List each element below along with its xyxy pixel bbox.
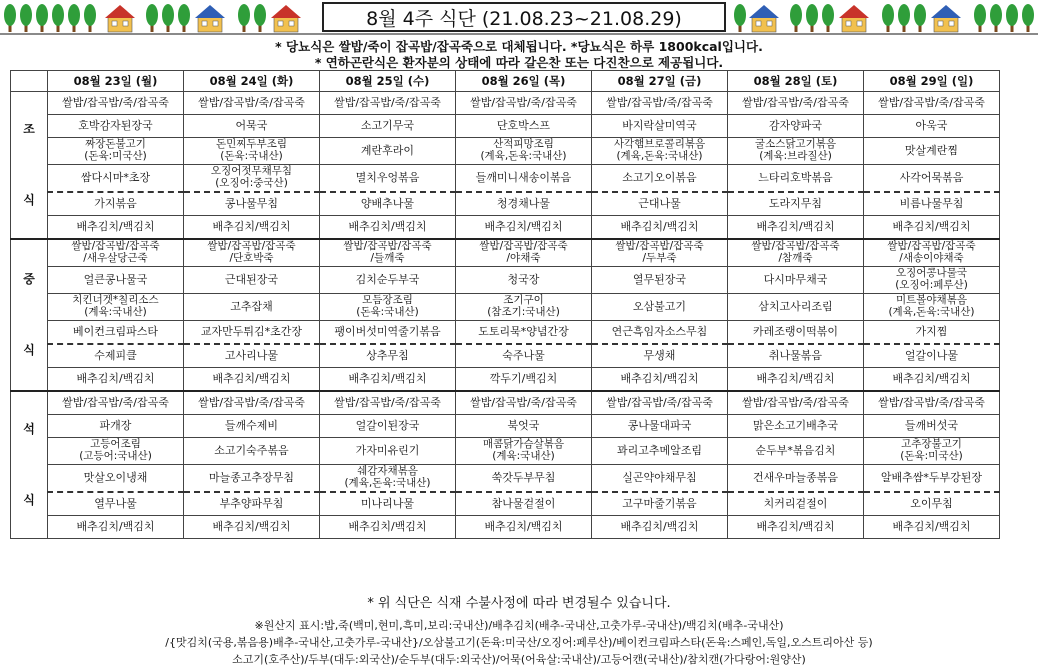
menu-cell: 계란후라이 (320, 138, 456, 165)
menu-cell: 고등어조림 (고등어:국내산) (48, 438, 184, 465)
tree-icon (68, 4, 80, 32)
tree-icon (1022, 4, 1034, 32)
menu-cell: 쌈다시마*초장 (48, 165, 184, 193)
menu-cell: 배추김치/백김치 (864, 516, 1000, 539)
menu-cell: 열무된장국 (592, 267, 728, 294)
menu-cell: 배추김치/백김치 (864, 216, 1000, 240)
menu-cell: 다시마무채국 (728, 267, 864, 294)
menu-cell: 배추김치/백김치 (728, 216, 864, 240)
menu-cell: 굴소스닭고기볶음 (계육:브라질산) (728, 138, 864, 165)
menu-cell: 쌀밥/잡곡밥/죽/잡곡죽 (456, 92, 592, 115)
menu-row (11, 344, 1000, 368)
menu-cell: 사각햄브로콜리볶음 (계육,돈육:국내산) (592, 138, 728, 165)
menu-cell: 깍두기/백김치 (456, 368, 592, 392)
house-icon (195, 5, 225, 32)
menu-cell: 오이무침 (864, 492, 1000, 516)
tree-icon (52, 4, 64, 32)
menu-cell: 북엇국 (456, 415, 592, 438)
house-icon (271, 5, 301, 32)
change-notice: * 위 식단은 식재 수불사정에 따라 변경될수 있습니다. (367, 596, 671, 611)
menu-cell: 치킨너겟*칠리소스 (계육:국내산) (48, 294, 184, 321)
menu-cell: 미트볼야채볶음 (계육,돈육:국내산) (864, 294, 1000, 321)
meal-label (11, 239, 48, 391)
menu-cell: 무생채 (592, 344, 728, 368)
menu-cell: 쌀밥/잡곡밥/죽/잡곡죽 (320, 92, 456, 115)
origin-line: 소고기(호주산)/두부(대두:외국산)/순두부(대두:외국산)/어묵(어육살:국내산)/고등어캔(국내산)/참치캔(가다랑어:원양산) (232, 653, 806, 666)
menu-cell: 열무나물 (48, 492, 184, 516)
menu-cell: 배추김치/백김치 (48, 216, 184, 240)
menu-cell: 쌀밥/잡곡밥/죽/잡곡죽 (184, 92, 320, 115)
menu-cell: 고추잡채 (184, 294, 320, 321)
tree-icon (146, 4, 158, 32)
menu-row (11, 294, 1000, 321)
tree-icon (734, 4, 746, 32)
menu-cell: 고추장불고기 (돈육:미국산) (864, 438, 1000, 465)
tree-icon (4, 4, 16, 32)
menu-cell: 도라지무침 (728, 192, 864, 216)
meal-label (11, 391, 48, 539)
menu-cell: 숙주나물 (456, 344, 592, 368)
menu-cell: 김치순두부국 (320, 267, 456, 294)
menu-cell: 건새우마늘종볶음 (728, 465, 864, 493)
menu-cell: 콩나물무침 (184, 192, 320, 216)
menu-cell: 쌀밥/잡곡밥/잡곡죽 /두부죽 (592, 239, 728, 267)
menu-cell: 사각어묵볶음 (864, 165, 1000, 193)
menu-row (11, 216, 1000, 240)
menu-cell: 배추김치/백김치 (592, 216, 728, 240)
menu-cell: 쑥갓두부무침 (456, 465, 592, 493)
day-header: 08월 29일 (일) (864, 71, 1000, 92)
menu-cell: 고구마줄기볶음 (592, 492, 728, 516)
tree-icon (178, 4, 190, 32)
menu-cell: 부추양파무침 (184, 492, 320, 516)
menu-row (11, 165, 1000, 193)
menu-cell: 멸치우엉볶음 (320, 165, 456, 193)
menu-cell: 가지찜 (864, 321, 1000, 345)
menu-cell: 배추김치/백김치 (728, 368, 864, 392)
house-icon (105, 5, 135, 32)
menu-row (11, 415, 1000, 438)
menu-cell: 팽이버섯미역줄기볶음 (320, 321, 456, 345)
house-icon (931, 5, 961, 32)
menu-cell: 들깨미니새송이볶음 (456, 165, 592, 193)
tree-icon (254, 4, 266, 32)
menu-cell: 삼치고사리조림 (728, 294, 864, 321)
menu-cell: 호박감자된장국 (48, 115, 184, 138)
diabetic-note: * 당뇨식은 쌀밥/죽이 잡곡밥/잡곡죽으로 대체됩니다. *당뇨식은 하루 1800kcal입니다. (275, 39, 763, 54)
menu-cell: 배추김치/백김치 (320, 516, 456, 539)
menu-cell: 가지볶음 (48, 192, 184, 216)
menu-cell: 비름나물무침 (864, 192, 1000, 216)
origin-line: /{맛김치(국용,볶음용)배추-국내산,고춧가루-국내산}/오삼불고기(돈육:미국산/오징어:페루산)/베이컨크림파스타(돈육:스페인,독일,오스트리아산 등) (165, 636, 873, 649)
dysphagia-note: * 연하곤란식은 환자분의 상태에 따라 갈은찬 또는 다진찬으로 제공됩니다. (314, 55, 724, 70)
menu-cell: 배추김치/백김치 (456, 216, 592, 240)
menu-cell: 쉐감자채볶음 (계육,돈육:국내산) (320, 465, 456, 493)
menu-cell: 취나물볶음 (728, 344, 864, 368)
menu-cell: 참나물겉절이 (456, 492, 592, 516)
menu-cell: 배추김치/백김치 (184, 516, 320, 539)
menu-cell: 쌀밥/잡곡밥/죽/잡곡죽 (456, 391, 592, 415)
page-title: 8월 4주 식단 (21.08.23~21.08.29) (322, 2, 726, 32)
menu-cell: 쌀밥/잡곡밥/죽/잡곡죽 (728, 92, 864, 115)
menu-cell: 얼갈이나물 (864, 344, 1000, 368)
day-header-row (11, 71, 1000, 92)
menu-cell: 도토리묵*양념간장 (456, 321, 592, 345)
menu-cell: 들깨버섯국 (864, 415, 1000, 438)
menu-cell: 쌀밥/잡곡밥/죽/잡곡죽 (48, 92, 184, 115)
menu-cell: 미나리나물 (320, 492, 456, 516)
menu-cell: 감자양파국 (728, 115, 864, 138)
menu-cell: 오징어젓무채무침 (오징어:중국산) (184, 165, 320, 193)
menu-cell: 배추김치/백김치 (184, 216, 320, 240)
tree-icon (790, 4, 802, 32)
menu-cell: 청경채나물 (456, 192, 592, 216)
menu-row (11, 492, 1000, 516)
menu-cell: 꽈리고추메알조림 (592, 438, 728, 465)
menu-cell: 단호박스프 (456, 115, 592, 138)
menu-row (11, 115, 1000, 138)
menu-cell: 오삼불고기 (592, 294, 728, 321)
house-icon (839, 5, 869, 32)
menu-cell: 상추무침 (320, 344, 456, 368)
menu-row (11, 239, 1000, 267)
meal-label-top: 중 (23, 272, 35, 287)
meal-label-bottom: 식 (23, 493, 35, 507)
menu-cell: 교자만두튀김*초간장 (184, 321, 320, 345)
menu-cell: 쌀밥/잡곡밥/죽/잡곡죽 (864, 391, 1000, 415)
menu-row (11, 192, 1000, 216)
menu-cell: 오징어콩나물국 (오징어:페루산) (864, 267, 1000, 294)
menu-cell: 카레조랭이떡볶이 (728, 321, 864, 345)
tree-icon (806, 4, 818, 32)
menu-cell: 베이컨크림파스타 (48, 321, 184, 345)
tree-icon (974, 4, 986, 32)
menu-cell: 배추김치/백김치 (320, 216, 456, 240)
tree-icon (162, 4, 174, 32)
menu-cell: 마늘종고추장무침 (184, 465, 320, 493)
menu-cell: 수제피클 (48, 344, 184, 368)
menu-cell: 쌀밥/잡곡밥/잡곡죽 /새송이야채죽 (864, 239, 1000, 267)
day-header: 08월 26일 (목) (456, 71, 592, 92)
house-icon (749, 5, 779, 32)
meal-label-bottom: 식 (23, 193, 35, 207)
corner-cell (11, 71, 48, 92)
menu-cell: 청국장 (456, 267, 592, 294)
day-header: 08월 25일 (수) (320, 71, 456, 92)
menu-row (11, 391, 1000, 415)
menu-row (11, 138, 1000, 165)
menu-cell: 근대된장국 (184, 267, 320, 294)
meal-label (11, 92, 48, 240)
menu-cell: 콩나물대파국 (592, 415, 728, 438)
menu-cell: 알배추쌈*두부강된장 (864, 465, 1000, 493)
day-header: 08월 24일 (화) (184, 71, 320, 92)
menu-cell: 배추김치/백김치 (184, 368, 320, 392)
menu-cell: 소고기오이볶음 (592, 165, 728, 193)
tree-icon (882, 4, 894, 32)
menu-row (11, 516, 1000, 539)
menu-cell: 맛살계란찜 (864, 138, 1000, 165)
meal-label-top: 조 (23, 122, 35, 137)
menu-cell: 실곤약야채무침 (592, 465, 728, 493)
menu-cell: 짜장돈불고기 (돈육:미국산) (48, 138, 184, 165)
tree-icon (20, 4, 32, 32)
menu-cell: 맛살오이냉채 (48, 465, 184, 493)
menu-cell: 순두부*볶음김치 (728, 438, 864, 465)
menu-cell: 쌀밥/잡곡밥/죽/잡곡죽 (864, 92, 1000, 115)
menu-cell: 바지락살미역국 (592, 115, 728, 138)
menu-cell: 매콤닭가슴살볶음 (계육:국내산) (456, 438, 592, 465)
menu-body (11, 92, 1000, 539)
menu-cell: 소고기무국 (320, 115, 456, 138)
tree-icon (238, 4, 250, 32)
menu-cell: 쌀밥/잡곡밥/죽/잡곡죽 (592, 92, 728, 115)
menu-cell: 쌀밥/잡곡밥/잡곡죽 /단호박죽 (184, 239, 320, 267)
menu-cell: 쌀밥/잡곡밥/죽/잡곡죽 (320, 391, 456, 415)
menu-cell: 들깨수제비 (184, 415, 320, 438)
menu-cell: 조기구이 (참조기:국내산) (456, 294, 592, 321)
menu-cell: 배추김치/백김치 (728, 516, 864, 539)
menu-cell: 아욱국 (864, 115, 1000, 138)
menu-cell: 얼큰콩나물국 (48, 267, 184, 294)
menu-cell: 쌀밥/잡곡밥/잡곡죽 /참깨죽 (728, 239, 864, 267)
menu-cell: 치커리겉절이 (728, 492, 864, 516)
menu-cell: 배추김치/백김치 (48, 368, 184, 392)
meal-label-bottom: 식 (23, 343, 35, 357)
menu-cell: 배추김치/백김치 (320, 368, 456, 392)
menu-cell: 배추김치/백김치 (592, 368, 728, 392)
menu-cell: 모듬장조림 (돈육:국내산) (320, 294, 456, 321)
village-decoration-left (0, 0, 318, 34)
menu-cell: 연근흑임자소스무침 (592, 321, 728, 345)
tree-icon (990, 4, 1002, 32)
menu-row (11, 368, 1000, 392)
menu-cell: 쌀밥/잡곡밥/죽/잡곡죽 (48, 391, 184, 415)
menu-cell: 소고기숙주볶음 (184, 438, 320, 465)
menu-cell: 쌀밥/잡곡밥/죽/잡곡죽 (592, 391, 728, 415)
menu-cell: 배추김치/백김치 (864, 368, 1000, 392)
menu-cell: 느타리호박볶음 (728, 165, 864, 193)
tree-icon (822, 4, 834, 32)
menu-row (11, 267, 1000, 294)
menu-cell: 어묵국 (184, 115, 320, 138)
menu-cell: 쌀밥/잡곡밥/죽/잡곡죽 (728, 391, 864, 415)
menu-cell: 배추김치/백김치 (456, 516, 592, 539)
day-header: 08월 23일 (월) (48, 71, 184, 92)
menu-cell: 고사리나물 (184, 344, 320, 368)
menu-cell: 쌀밥/잡곡밥/죽/잡곡죽 (184, 391, 320, 415)
menu-cell: 얼갈이된장국 (320, 415, 456, 438)
meal-label-top: 석 (23, 422, 35, 437)
menu-row (11, 438, 1000, 465)
village-decoration-right (732, 0, 1038, 34)
menu-cell: 쌀밥/잡곡밥/잡곡죽 /새우살당근죽 (48, 239, 184, 267)
weekly-menu-table (10, 70, 1000, 539)
menu-cell: 쌀밥/잡곡밥/잡곡죽 /들깨죽 (320, 239, 456, 267)
menu-row (11, 92, 1000, 115)
menu-cell: 가자미유린기 (320, 438, 456, 465)
tree-icon (36, 4, 48, 32)
menu-cell: 돈민찌두부조림 (돈육:국내산) (184, 138, 320, 165)
menu-cell: 쌀밥/잡곡밥/잡곡죽 /야채죽 (456, 239, 592, 267)
day-header: 08월 28일 (토) (728, 71, 864, 92)
menu-row (11, 465, 1000, 493)
day-header: 08월 27일 (금) (592, 71, 728, 92)
tree-icon (84, 4, 96, 32)
menu-cell: 양배추나물 (320, 192, 456, 216)
menu-row (11, 321, 1000, 345)
menu-cell: 배추김치/백김치 (592, 516, 728, 539)
tree-icon (914, 4, 926, 32)
tree-icon (1006, 4, 1018, 32)
menu-cell: 산적피망조림 (계육,돈육:국내산) (456, 138, 592, 165)
menu-cell: 배추김치/백김치 (48, 516, 184, 539)
menu-cell: 맑은소고기배추국 (728, 415, 864, 438)
menu-cell: 근대나물 (592, 192, 728, 216)
tree-icon (898, 4, 910, 32)
menu-cell: 파개장 (48, 415, 184, 438)
origin-line: ※원산지 표시:밥,죽(백미,현미,흑미,보리:국내산)/배추김치(배추-국내산,고춧가루-국내산)/백김치(배추-국내산) (254, 619, 784, 632)
ground-line (0, 33, 1038, 35)
